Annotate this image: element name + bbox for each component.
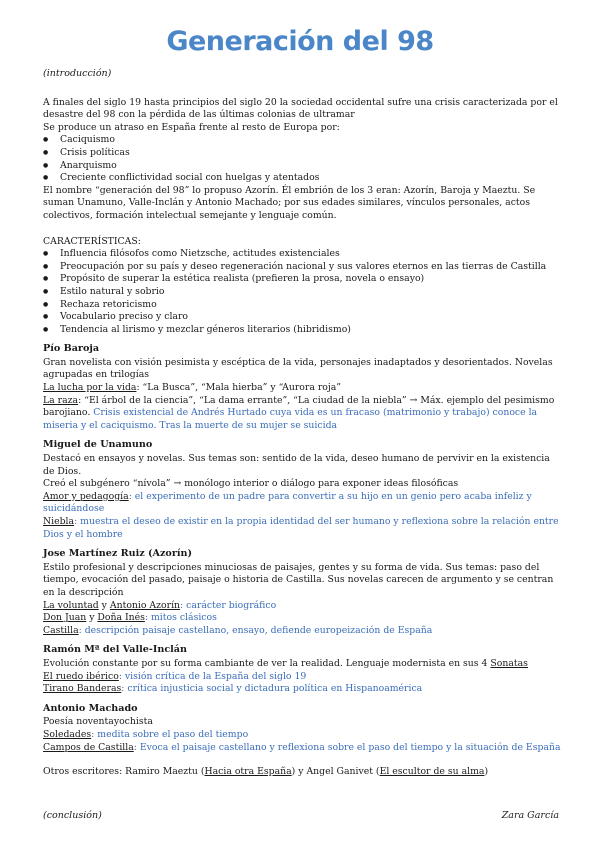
conclusion-label: (conclusión) bbox=[43, 810, 102, 821]
list-item: ● Preocupación por su país y deseo regeneración nacional y sus valores eternos en las tierras de Castilla bbox=[60, 261, 563, 274]
azorin-work-2: Don Juan y Doña Inés: mitos clásicos bbox=[43, 612, 217, 624]
work-note: : crítica injusticia social y dictadura política en Hispanoamérica bbox=[121, 683, 423, 695]
valle-description: Evolución constante por su forma cambiante de ver la realidad. Lenguaje modernista en sus 4 Sonatas bbox=[43, 657, 528, 669]
machado-description: Poesía noventayochista bbox=[43, 716, 153, 728]
other-writers: Otros escritores: Ramiro Maeztu (Hacia otra España) y Angel Ganivet (El escultor de su alma) bbox=[43, 766, 489, 778]
intro-paragraph-2: Se produce un atraso en España frente al resto de Europa por: bbox=[43, 121, 340, 133]
work-note: : mitos clásicos bbox=[144, 612, 217, 624]
author-heading-valle-inclan: Ramón Mª del Valle-Inclán bbox=[43, 644, 187, 656]
work-title: Campos de Castilla bbox=[43, 741, 134, 753]
work-title: El ruedo ibérico bbox=[43, 670, 119, 682]
author-heading-unamuno: Miguel de Unamuno bbox=[43, 439, 153, 451]
work-note: : descripción paisaje castellano, ensayo, defiende europeización de España bbox=[78, 624, 433, 636]
azorin-work-1: La voluntad y Antonio Azorín: carácter biográfico bbox=[43, 599, 277, 611]
azorin-description: Estilo profesional y descripciones minuciosas de paisajes, gentes y su forma de vida. Sus temas: paso del tiempo, evocación del pasado, paisaje o historia de Castilla. Sus novelas carecen de argumento y se centran en la descripción bbox=[43, 561, 554, 598]
machado-work-2 bbox=[43, 742, 563, 755]
page-title: Generación del 98 bbox=[166, 26, 434, 57]
unamuno-work-1 bbox=[43, 491, 563, 516]
work-title: Soledades bbox=[43, 728, 92, 740]
intro-paragraph-1: A finales del siglo 19 hasta principios del siglo 20 la sociedad occidental sufre una crisis caracterizada por el desastre del 98 con la pérdida de las últimas colonias de ultramar bbox=[43, 96, 558, 121]
work-title: El escultor de su alma bbox=[379, 766, 485, 778]
author-heading-machado: Antonio Machado bbox=[43, 702, 138, 714]
work-note: : medita sobre el paso del tiempo bbox=[91, 728, 249, 740]
work-title: Amor y pedagogía bbox=[43, 490, 129, 502]
list-item: ● Propósito de superar la estética realista (prefieren la prosa, novela o ensayo) bbox=[60, 273, 563, 286]
baroja-work-2: La raza: “El árbol de la ciencia”, “La dama errante”, “La ciudad de la niebla” → Máx. ejemplo del pesimismo barojiano. Crisis existencial de Andrés Hurtado cuya vida es un fracaso (matrimonio y trabajo) conoce la miseria y el caciquismo. Tras la muerte de su mujer se suicida bbox=[43, 394, 555, 431]
document-body bbox=[43, 68, 563, 779]
author-heading-baroja: Pío Baroja bbox=[43, 343, 100, 355]
characteristics-heading: CARACTERÍSTICAS: bbox=[43, 235, 141, 247]
valle-work-2 bbox=[43, 683, 563, 696]
work-note: : Evoca el paisaje castellano y reflexiona sobre el paso del tiempo y la situación de España bbox=[133, 741, 561, 753]
list-item: ● Tendencia al lirismo y mezclar géneros literarios (hibridismo) bbox=[60, 324, 563, 337]
author-signature: Zara García bbox=[501, 810, 559, 821]
unamuno-work-2 bbox=[43, 516, 563, 541]
work-title: Doña Inés bbox=[97, 612, 145, 624]
unamuno-description-1: Destacó en ensayos y novelas. Sus temas son: sentido de la vida, deseo humano de pervivir en la existencia de Dios. bbox=[43, 453, 550, 477]
work-note: Crisis existencial de Andrés Hurtado cuya vida es un fracaso (matrimonio y trabajo) conoce la miseria y el caciquismo. Tras la muerte de su mujer se suicida bbox=[43, 407, 538, 431]
machado-work-1 bbox=[43, 729, 563, 742]
work-title: Hacia otra España bbox=[204, 766, 292, 778]
causes-list bbox=[43, 134, 563, 184]
work-title: Antonio Azorín bbox=[109, 599, 181, 611]
work-note: : el experimento de un padre para convertir a su hijo en un genio pero acaba infeliz y suicidándose bbox=[43, 490, 532, 515]
work-note: : muestra el deseo de existir en la propia identidad del ser humano y reflexiona sobre la relación entre Dios y el hombre bbox=[43, 516, 559, 540]
work-title: La raza bbox=[43, 394, 79, 406]
list-item: ● Creciente conflictividad social con huelgas y atentados bbox=[60, 172, 563, 185]
work-title: Don Juan bbox=[43, 612, 87, 624]
azorin-work-3 bbox=[43, 625, 563, 638]
work-title: Tirano Banderas bbox=[43, 683, 122, 695]
list-item: ● Vocabulario preciso y claro bbox=[60, 311, 563, 324]
intro-label: (introducción) bbox=[43, 68, 112, 79]
work-title: La lucha por la vida bbox=[43, 382, 137, 394]
work-title: Niebla bbox=[43, 516, 75, 527]
intro-paragraph-3: El nombre “generación del 98” lo propuso Azorín. Él embrión de los 3 eran: Azorín, Baroja y Maeztu. Se suman Unamuno, Valle-Inclán y Antonio Machado; por sus edades similares, vínculos personales, actos colectivos, formación intelectual semejante y lenguaje común. bbox=[43, 184, 536, 221]
baroja-description: Gran novelista con visión pesimista y escéptica de la vida, personajes inadaptados y desorientados. Novelas agrupadas en trilogías bbox=[43, 356, 553, 381]
footer bbox=[43, 810, 563, 821]
list-item: ● Anarquismo bbox=[60, 160, 563, 173]
valle-work-1 bbox=[43, 671, 563, 684]
work-note: : carácter biográfico bbox=[180, 599, 277, 611]
work-title: Castilla bbox=[43, 624, 79, 636]
author-heading-azorin: Jose Martínez Ruiz (Azorín) bbox=[43, 548, 193, 560]
work-note: : visión crítica de la España del siglo 19 bbox=[118, 670, 307, 682]
list-item: ● Crisis políticas bbox=[60, 147, 563, 160]
list-item: ● Caciquismo bbox=[60, 134, 563, 147]
work-title: La voluntad bbox=[43, 599, 99, 611]
list-item: ● Rechaza retoricismo bbox=[60, 299, 563, 312]
baroja-work-1: La lucha por la vida: “La Busca”, “Mala hierba” y “Aurora roja” bbox=[43, 382, 342, 394]
list-item: ● Estilo natural y sobrio bbox=[60, 286, 563, 299]
unamuno-description-2: Creó el subgénero “nívola” → monólogo interior o diálogo para exponer ideas filosóficas bbox=[43, 478, 459, 490]
work-title: Sonatas bbox=[490, 657, 528, 669]
list-item: ● Influencia filósofos como Nietzsche, actitudes existenciales bbox=[60, 248, 563, 261]
characteristics-list bbox=[43, 248, 563, 336]
